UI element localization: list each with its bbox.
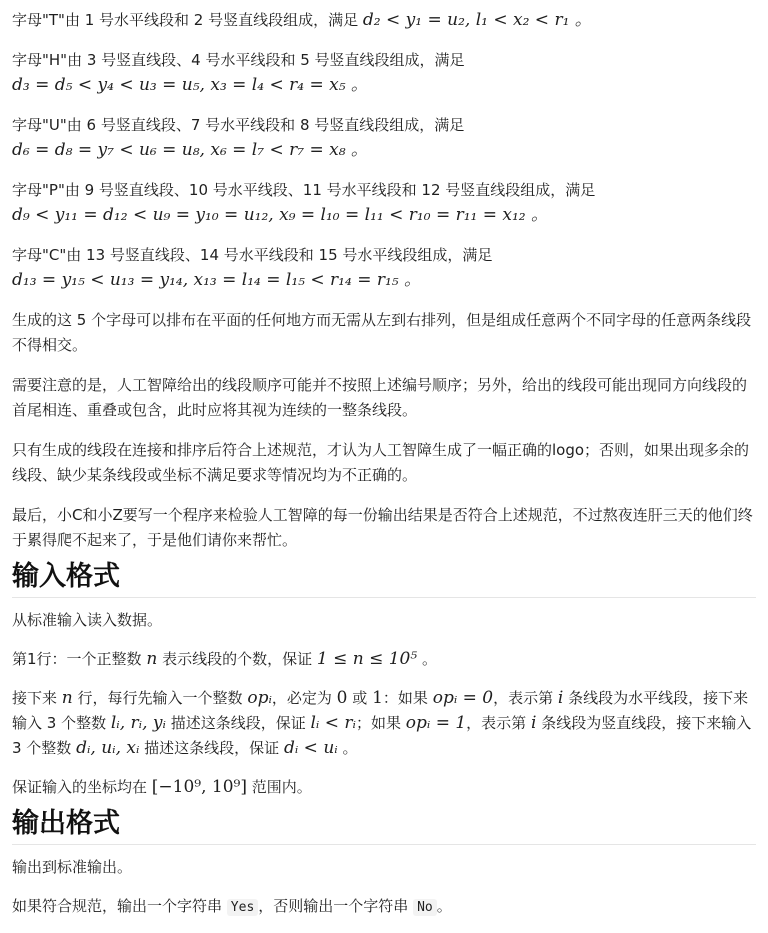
input-line1 — [12, 647, 756, 672]
v-seg2: 条线段为竖直线段，接下来输入 3 个整数 — [12, 714, 752, 757]
h-seg: ，表示第 — [493, 689, 554, 707]
op-var: opᵢ — [247, 688, 272, 708]
note-paragraph: 需要注意的是，人工智障给出的线段顺序可能并不按照上述编号顺序；另外，给出的线段可能出现同方向线段的首尾相连、重叠或包含，此时应将其视为连续的一整条线段。 — [12, 376, 748, 419]
letter-p-text: 字母"P"由 9 号竖直线段、10 号水平线段、11 号水平线段和 12 号竖直线段组成，满足 — [12, 181, 596, 199]
v-desc: 描述这条线段，保证 — [144, 739, 280, 757]
op-eq1: opᵢ = 1 — [405, 713, 467, 733]
letter-c-formula: d₁₃ = y₁₅ < u₁₃ = y₁₄, x₁₃ = l₁₄ = l₁₅ < r₁₄ = r₁₅ 。 — [12, 270, 421, 290]
input-read-line: 从标准输入读入数据。 — [12, 611, 163, 629]
one-value: 1 — [372, 688, 383, 708]
input-format-heading: 输入格式 — [12, 559, 756, 598]
letter-h-desc — [12, 48, 756, 98]
range-prefix: 保证输入的坐标均在 — [12, 778, 148, 796]
letter-t-text: 字母"T"由 1 号水平线段和 2 号竖直线段组成，满足 — [12, 11, 359, 29]
letter-u-desc — [12, 113, 756, 163]
letter-c-desc — [12, 243, 756, 293]
output-rule-line — [12, 894, 756, 920]
v-end: 。 — [342, 739, 358, 757]
input-range-line — [12, 775, 756, 800]
next-rest: 行，每行先输入一个整数 — [77, 689, 243, 707]
if-text2: ；如果 — [355, 714, 401, 732]
letter-h-text: 字母"H"由 3 号竖直线段、4 号水平线段和 5 号竖直线段组成，满足 — [12, 51, 465, 69]
v-seg: ，表示第 — [466, 714, 527, 732]
rule-mid: ，否则输出一个字符串 — [258, 897, 409, 915]
letter-c-text: 字母"C"由 13 号竖直线段、14 号水平线段和 15 号水平线段组成，满足 — [12, 246, 493, 264]
letter-u-text: 字母"U"由 6 号竖直线段、7 号水平线段和 8 号竖直线段组成，满足 — [12, 116, 465, 134]
line1-mid: 表示线段的个数，保证 — [162, 650, 313, 668]
letter-t-desc — [12, 8, 756, 33]
input-next-lines — [12, 686, 756, 761]
i-var: i — [557, 688, 564, 708]
output-write-line: 输出到标准输出。 — [12, 858, 133, 876]
arrange-paragraph: 生成的这 5 个字母可以排布在平面的任何地方而无需从左到右排列，但是组成任意两个不同字母的任意两条线段不得相交。 — [12, 311, 752, 354]
v-cond: dᵢ < uᵢ — [283, 738, 338, 758]
line1-formula: 1 ≤ n ≤ 10⁵ — [316, 649, 418, 669]
letter-p-formula: d₉ < y₁₁ = d₁₂ < u₉ = y₁₀ = u₁₂, x₉ = l₁₀ = l₁₁ < r₁₀ = r₁₁ = x₁₂ 。 — [12, 205, 549, 225]
rule-prefix: 如果符合规范，输出一个字符串 — [12, 897, 223, 915]
range-suffix: 范围内。 — [251, 778, 312, 796]
i-var-2: i — [530, 713, 537, 733]
h-cond: lᵢ < rᵢ — [310, 713, 356, 733]
h-desc: 描述这条线段，保证 — [170, 714, 306, 732]
output-format-heading: 输出格式 — [12, 806, 756, 845]
line1-prefix: 第1行：一个正整数 — [12, 650, 142, 668]
rule-end: 。 — [436, 897, 452, 915]
h-vars: lᵢ, rᵢ, yᵢ — [110, 713, 166, 733]
h-seg2: 条线段为水平线段，接下来输入 3 个整数 — [12, 689, 749, 732]
letter-p-desc — [12, 178, 756, 228]
letter-u-formula: d₆ = d₈ = y₇ < u₆ = u₈, x₆ = l₇ < r₇ = x₈ 。 — [12, 140, 368, 160]
line1-var: n — [146, 649, 158, 669]
line1-suffix: 。 — [421, 650, 437, 668]
next-var: n — [61, 688, 73, 708]
letter-h-formula: d₃ = d₅ < y₄ < u₃ = u₅, x₃ = l₄ < r₄ = x₅ 。 — [12, 75, 368, 95]
next-prefix: 接下来 — [12, 689, 58, 707]
letter-t-formula: d₂ < y₁ = u₂, l₁ < x₂ < r₁ 。 — [362, 10, 592, 30]
op-eq0: opᵢ = 0 — [432, 688, 494, 708]
must-be: ，必定为 — [271, 689, 332, 707]
range-formula: [−10⁹, 10⁹] — [151, 777, 248, 797]
yes-code: Yes — [227, 899, 258, 916]
zero-value: 0 — [336, 688, 348, 708]
if-text: ：如果 — [382, 689, 428, 707]
no-code: No — [413, 899, 437, 916]
valid-paragraph: 只有生成的线段在连接和排序后符合上述规范，才认为人工智障生成了一幅正确的logo；否则，如果出现多余的线段、缺少某条线段或坐标不满足要求等情况均为不正确的。 — [12, 441, 750, 484]
final-paragraph: 最后，小C和小Z要写一个程序来检验人工智障的每一份输出结果是否符合上述规范，不过熬夜连肝三天的他们终于累得爬不起来了，于是他们请你来帮忙。 — [12, 506, 753, 549]
or-word: 或 — [352, 689, 368, 707]
v-vars: dᵢ, uᵢ, xᵢ — [76, 738, 140, 758]
